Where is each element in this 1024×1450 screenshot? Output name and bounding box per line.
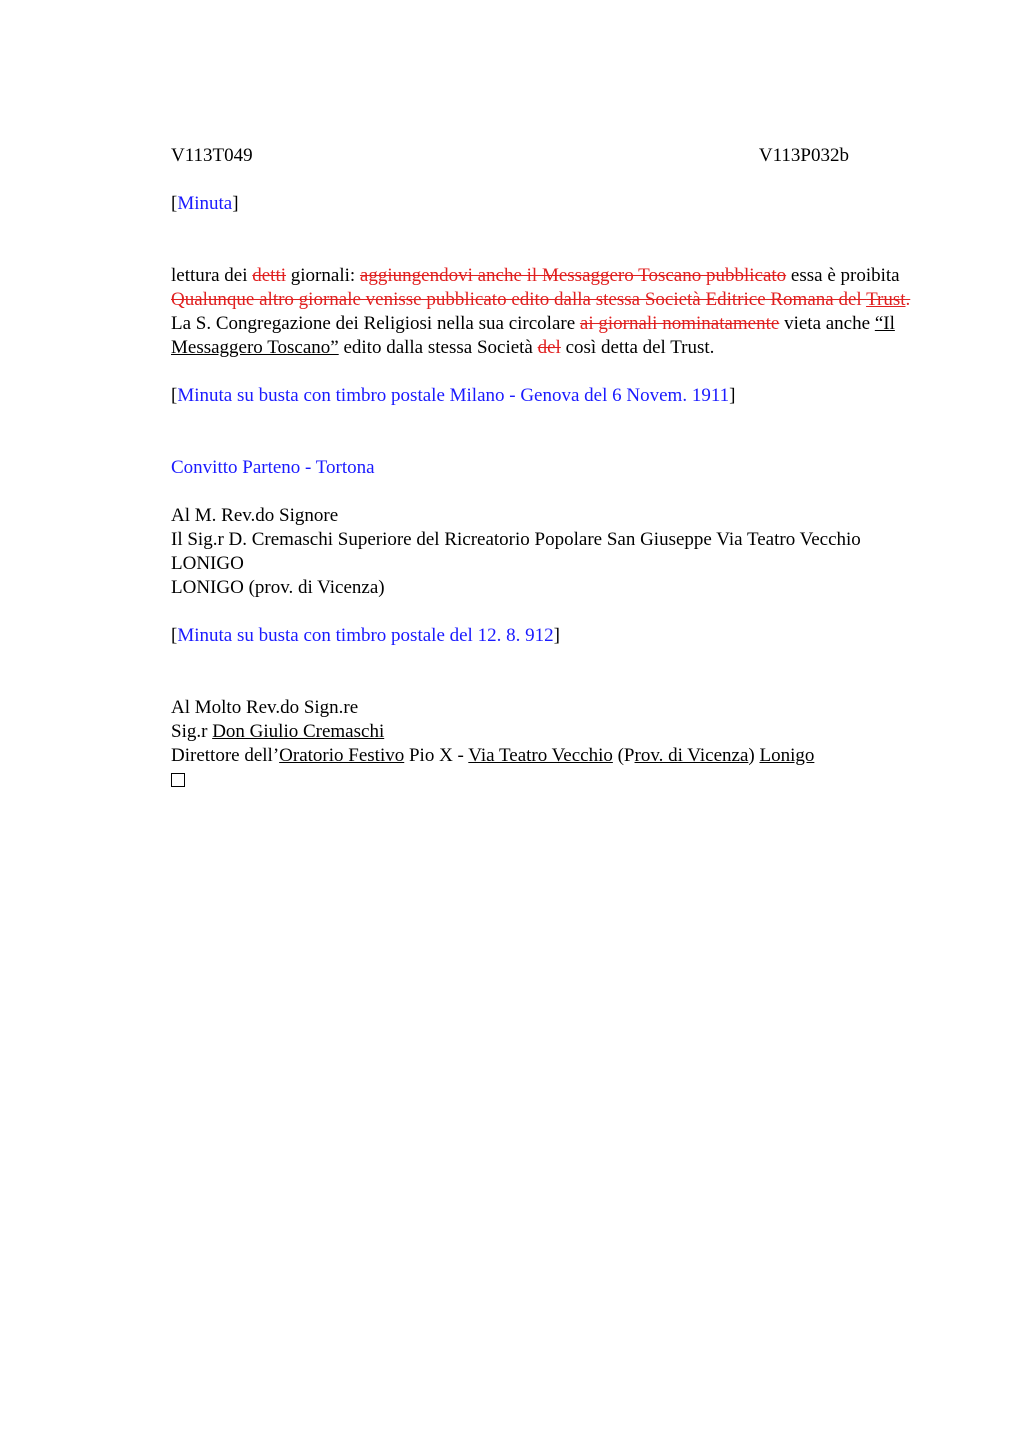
text-run: lettura dei — [171, 265, 253, 286]
address-line — [171, 744, 941, 768]
underlined-text: Via Teatro Vecchio — [468, 745, 613, 766]
deleted-text: . — [905, 289, 911, 310]
address-line: LONIGO (prov. di Vicenza) — [171, 577, 385, 598]
bracket-note-text: Minuta su busta con timbro postale del 12. 8. 912 — [177, 625, 554, 646]
deleted-text: ai giornali nominatamente — [579, 313, 780, 334]
underlined-text: Lonigo — [759, 745, 815, 766]
text-run: La S. Congregazione dei Religiosi nella sua circolare — [171, 313, 580, 334]
deleted-text: Qualunque altro giornale venisse pubblicato edito dalla stessa Società Editrice Romana del — [171, 289, 867, 310]
bracket-note-minuta: [Minuta] — [171, 193, 239, 214]
header-row — [171, 144, 849, 168]
text-run: edito dalla stessa Società — [338, 337, 538, 358]
address-line: Al M. Rev.do Signore — [171, 505, 339, 526]
underlined-text: rov. di Vicenza — [634, 745, 749, 766]
paragraph-lettura — [171, 264, 941, 312]
underlined-text: Don Giulio Cremaschi — [212, 721, 385, 742]
text-run: Sig.r — [171, 721, 213, 742]
text-run: giornali: — [286, 265, 360, 286]
sender-line: Convitto Parteno - Tortona — [171, 457, 375, 478]
text-run: Direttore dell’ — [171, 745, 280, 766]
bracket-note-text: Minuta su busta con timbro postale Milano - Genova del 6 Novem. 1911 — [177, 385, 730, 406]
document-page — [171, 144, 941, 794]
bracket-note-text: Minuta — [177, 193, 233, 214]
text-run: (P — [612, 745, 635, 766]
address-line: Il Sig.r D. Cremaschi Superiore del Ricreatorio Popolare San Giuseppe Via Teatro Vecchio — [171, 529, 861, 550]
text-run: vieta anche — [779, 313, 875, 334]
deleted-text: del — [537, 337, 561, 358]
deleted-underlined-text: Trust — [866, 289, 906, 310]
text-run: Pio X - — [404, 745, 469, 766]
deleted-text: detti — [252, 265, 287, 286]
address-line — [171, 720, 941, 744]
address-line: LONIGO — [171, 553, 244, 574]
underlined-text: Oratorio Festivo — [279, 745, 405, 766]
text-run: essa è proibita — [786, 265, 900, 286]
checkbox-icon — [171, 773, 185, 787]
document-id-left: V113T049 — [171, 145, 253, 166]
bracket-note-busta-1912: [Minuta su busta con timbro postale del 12. 8. 912] — [171, 625, 560, 646]
text-run: così detta del Trust. — [560, 337, 715, 358]
deleted-text: aggiungendovi anche il Messaggero Toscano pubblicato — [359, 265, 787, 286]
document-id-right: V113P032b — [758, 145, 849, 166]
underlined-text: “Il Messaggero Toscano” — [171, 313, 895, 358]
text-run: ) — [748, 745, 760, 766]
paragraph-congregazione — [171, 312, 941, 360]
address-line: Al Molto Rev.do Sign.re — [171, 697, 359, 718]
bracket-note-busta-1911: [Minuta su busta con timbro postale Milano - Genova del 6 Novem. 1911] — [171, 385, 736, 406]
